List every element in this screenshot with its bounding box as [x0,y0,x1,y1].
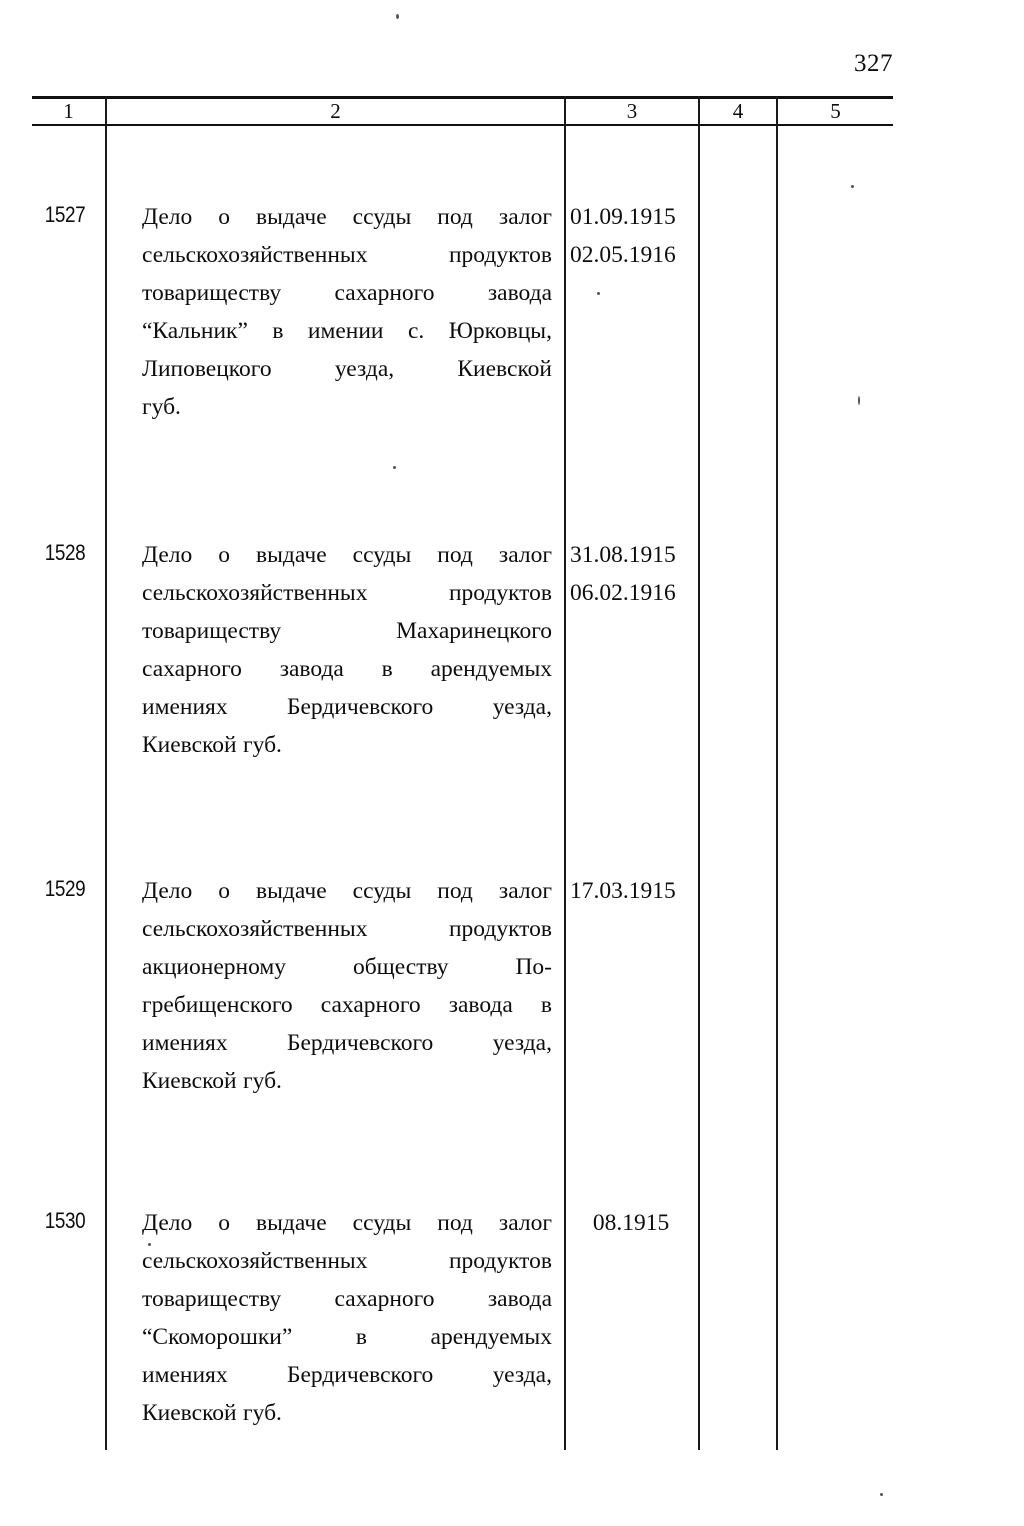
row-id: 1528 [44,540,86,565]
description-line: имениях Бердичевского уезда, [142,694,552,720]
description-line: акционерному обществу По- [142,954,552,980]
description-line: Киевской губ. [142,1068,282,1094]
description-line: сахарного завода в арендуемых [142,656,552,682]
description-line: Дело о выдаче ссуды под залог [142,204,552,230]
description-line: Липовецкого уезда, Киевской [142,356,552,382]
column-header-5: 5 [830,99,841,123]
description-line: товариществу сахарного завода [142,1286,552,1312]
row-id: 1527 [44,202,86,227]
table-header-row [32,98,893,125]
column-rule-3 [698,96,700,1450]
row-dates [564,198,698,274]
date-value: 08.1915 [592,1210,670,1236]
description-line: Дело о выдаче ссуды под залог [142,1210,552,1236]
description-line: “Кальник” в имении с. Юрковцы, [142,318,552,344]
column-header-3: 3 [626,99,638,123]
description-line: губ. [142,394,181,420]
row-id: 1529 [44,876,86,901]
description-line: сельскохозяйственных продуктов [142,916,552,942]
description-line: товариществу сахарного завода [142,280,552,306]
row-dates [564,1204,698,1242]
column-header-2: 2 [330,99,341,123]
description-line: сельскохозяйственных продуктов [142,1248,552,1274]
row-description [142,536,552,764]
row-dates [564,872,698,910]
date-value: 31.08.1915 [570,542,676,568]
row-description [142,198,552,426]
date-value: 01.09.1915 [570,204,676,230]
date-value: 17.03.1915 [570,878,676,904]
scan-speck [597,292,600,295]
description-line: имениях Бердичевского уезда, [142,1362,552,1388]
scan-speck [851,185,854,188]
row-description [142,872,552,1100]
description-line: товариществу Махаринецкого [142,618,552,644]
column-header-1: 1 [63,99,74,123]
column-rule-1 [105,96,107,1450]
description-line: Дело о выдаче ссуды под залог [142,878,552,904]
description-line: имениях Бердичевского уезда, [142,1030,552,1056]
scan-speck [396,14,399,19]
row-id: 1530 [44,1208,86,1233]
description-line: сельскохозяйственных продуктов [142,242,552,268]
description-line: Киевской губ. [142,1400,282,1426]
column-rule-2 [564,96,566,1450]
scan-speck [880,1493,883,1496]
page-number: 327 [854,50,893,77]
row-description [142,1204,552,1432]
description-line: Дело о выдаче ссуды под залог [142,542,552,568]
column-header-4: 4 [732,99,744,123]
description-line: “Скоморошки” в арендуемых [142,1324,552,1350]
date-value: 06.02.1916 [570,580,676,606]
date-value: 02.05.1916 [570,242,676,268]
scan-speck [148,1243,151,1246]
row-dates [564,536,698,612]
scan-speck [393,466,396,469]
scan-speck [858,396,860,405]
description-line: сельскохозяйственных продуктов [142,580,552,606]
description-line: гребищенского сахарного завода в [142,992,552,1018]
description-line: Киевской губ. [142,732,282,758]
column-rule-4 [776,96,778,1450]
